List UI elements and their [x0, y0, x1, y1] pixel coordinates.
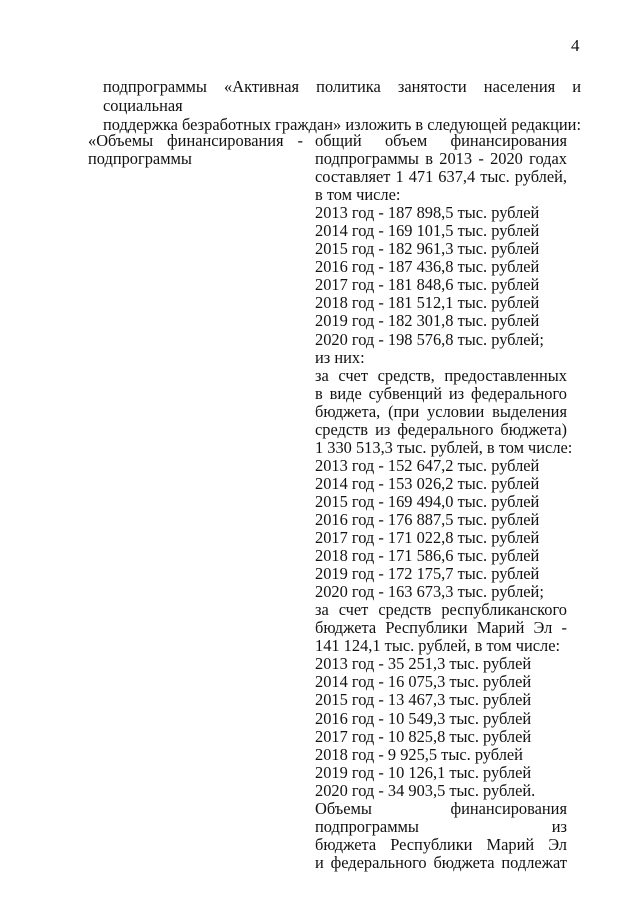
value-line: бюджета Республики Марий Эл -: [315, 619, 567, 638]
page-number: 4: [571, 36, 580, 55]
value-line: составляет 1 471 637,4 тыс. рублей,: [315, 168, 567, 187]
value-line: подпрограммы из: [315, 817, 567, 836]
value-line: 2015 год - 169 494,0 тыс. рублей: [315, 491, 540, 511]
value-line: и федерального бюджета подлежат: [315, 853, 567, 872]
value-line: в том числе:: [315, 185, 401, 205]
value-line: 2020 год - 198 576,8 тыс. рублей;: [315, 329, 544, 349]
intro-line: поддержка безработных граждан» изложить в следующей редакции:: [103, 115, 581, 134]
value-line: 2019 год - 182 301,8 тыс. рублей: [315, 311, 540, 331]
value-line: средств из федерального бюджета): [315, 420, 567, 439]
value-line: 2017 год - 10 825,8 тыс. рублей: [315, 726, 532, 746]
value-line: 2013 год - 152 647,2 тыс. рублей: [315, 455, 540, 475]
passport-field-label: [88, 132, 303, 168]
value-line: 2020 год - 34 903,5 тыс. рублей.: [315, 780, 536, 800]
value-line: 2016 год - 187 436,8 тыс. рублей: [315, 257, 540, 277]
intro-line: подпрограммы «Активная политика занятости населения и социальная: [103, 77, 581, 115]
value-line: за счет средств, предоставленных: [315, 366, 567, 385]
value-line: 2014 год - 169 101,5 тыс. рублей: [315, 221, 540, 241]
label-line: подпрограммы: [88, 149, 192, 168]
value-line: 2014 год - 153 026,2 тыс. рублей: [315, 473, 540, 493]
value-line: 2018 год - 171 586,6 тыс. рублей: [315, 546, 540, 566]
value-line: 141 124,1 тыс. рублей, в том числе:: [315, 636, 561, 656]
value-line: 2013 год - 35 251,3 тыс. рублей: [315, 654, 532, 674]
value-line: в виде субвенций из федерального: [315, 384, 567, 403]
value-line: 2016 год - 176 887,5 тыс. рублей: [315, 509, 540, 529]
value-line: 2017 год - 171 022,8 тыс. рублей: [315, 528, 540, 548]
value-line: 2017 год - 181 848,6 тыс. рублей: [315, 275, 540, 295]
value-line: 2018 год - 181 512,1 тыс. рублей: [315, 293, 540, 313]
value-line: 2016 год - 10 549,3 тыс. рублей: [315, 708, 532, 728]
value-line: 2019 год - 10 126,1 тыс. рублей: [315, 762, 532, 782]
value-line: 2014 год - 16 075,3 тыс. рублей: [315, 672, 532, 692]
value-line: Объемы финансирования: [315, 799, 567, 818]
value-line: 2020 год - 163 673,3 тыс. рублей;: [315, 582, 544, 602]
value-line: 1 330 513,3 тыс. рублей, в том числе:: [315, 437, 573, 457]
value-line: 2015 год - 182 961,3 тыс. рублей: [315, 239, 540, 259]
value-line: 2019 год - 172 175,7 тыс. рублей: [315, 564, 540, 584]
value-line: за счет средств республиканского: [315, 601, 567, 620]
value-line: бюджета Республики Марий Эл: [315, 835, 567, 854]
value-line: 2015 год - 13 467,3 тыс. рублей: [315, 690, 532, 710]
value-line: 2013 год - 187 898,5 тыс. рублей: [315, 203, 540, 223]
label-line: «Объемы финансирования -: [88, 131, 303, 150]
value-line: 2018 год - 9 925,5 тыс. рублей: [315, 744, 523, 764]
value-line: из них:: [315, 347, 365, 367]
value-line: общий объем финансирования: [315, 132, 567, 150]
intro-paragraph: [103, 77, 581, 134]
value-line: бюджета, (при условии выделения: [315, 402, 567, 421]
passport-field-value: [315, 132, 573, 872]
value-line: подпрограммы в 2013 - 2020 годах: [315, 150, 567, 169]
